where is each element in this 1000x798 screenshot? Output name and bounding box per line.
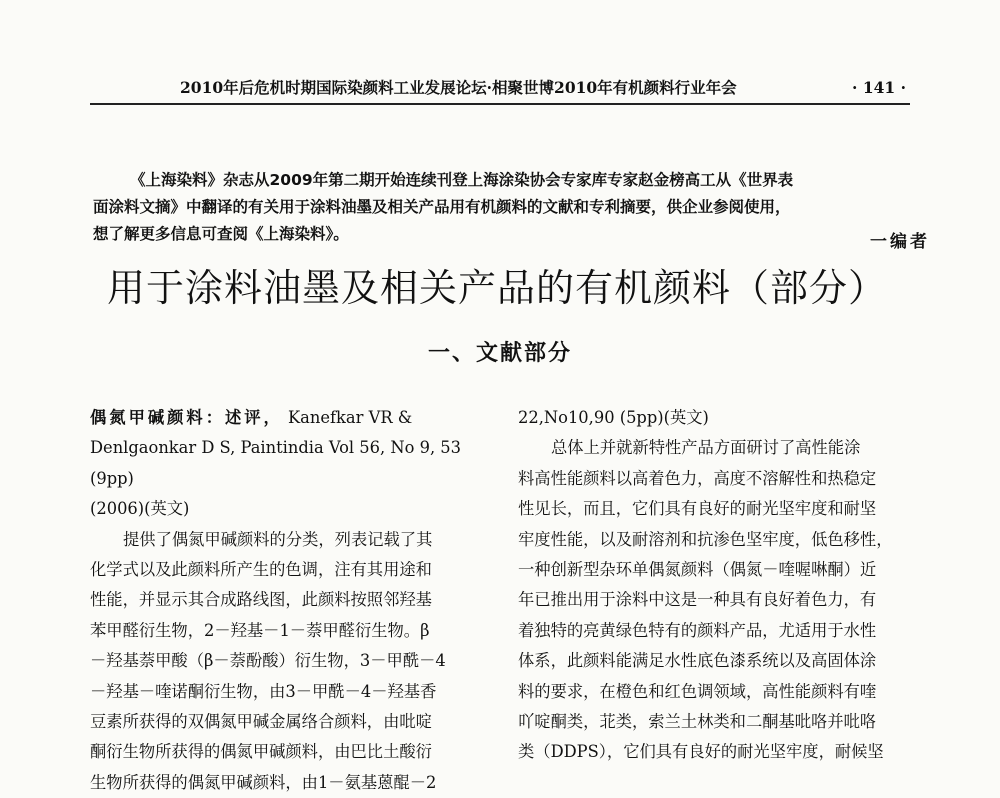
article-title: 用于涂料油墨及相关产品的有机颜料（部分） bbox=[107, 266, 888, 310]
body-line: 性能，并显示其合成路线图，此颜料按照邻羟基 bbox=[90, 590, 432, 610]
body-line: 提供了偶氮甲碱颜料的分类，列表记载了其 bbox=[123, 529, 433, 549]
editor-signature: 一编者 bbox=[870, 232, 930, 252]
header-rule bbox=[90, 103, 910, 105]
body-line: 性见长，而且，它们具有良好的耐光坚牢度和耐坚 bbox=[518, 499, 877, 519]
body-line: 苯甲醛衍生物，2－羟基－1－萘甲醛衍生物。β bbox=[90, 620, 430, 640]
editor-note-line-2: 面涂料文摘》中翻译的有关用于涂料油墨及相关产品用有机颜料的文献和专利摘要，供企业参阅使用， bbox=[93, 198, 791, 216]
body-line: －羟基萘甲酸（β－萘酚酸）衍生物，3－甲酰－4 bbox=[90, 651, 446, 671]
entry-citation: Denlgaonkar D S, Paintindia Vol 56, No 9, 53 (9pp) bbox=[90, 438, 462, 488]
body-line: 总体上并就新特性产品方面研讨了高性能涂 bbox=[551, 438, 861, 458]
entry-label: 偶氮甲碱颜料：述评， bbox=[90, 408, 283, 427]
entry-reference: 22,No10,90 (5pp)(英文) bbox=[518, 408, 709, 427]
running-header bbox=[180, 78, 910, 98]
section-heading: 一、文献部分 bbox=[428, 340, 573, 366]
left-column bbox=[90, 403, 482, 798]
body-line: 生物所获得的偶氮甲碱颜料，由1－氨基蒽醌－2 bbox=[90, 772, 437, 792]
body-line: 料的要求，在橙色和红色调领域，高性能颜料有喹 bbox=[518, 681, 877, 701]
editor-note bbox=[93, 167, 911, 248]
body-line: 化学式以及此颜料所产生的色调，注有其用途和 bbox=[90, 560, 432, 580]
running-title: 2010年后危机时期国际染颜料工业发展论坛·相聚世博2010年有机颜料行业年会 bbox=[180, 78, 737, 97]
right-column bbox=[518, 403, 910, 768]
body-line: 类（DDPS），它们具有良好的耐光坚牢度，耐候坚 bbox=[518, 742, 884, 762]
body-line: 豆素所获得的双偶氮甲碱金属络合颜料，由吡啶 bbox=[90, 712, 432, 732]
body-line: 一种创新型杂环单偶氮颜料（偶氮－喹喔啉酮）近 bbox=[518, 560, 877, 580]
body-line: 着独特的亮黄绿色特有的颜料产品，尤适用于水性 bbox=[518, 620, 877, 640]
body-line: －羟基－喹诺酮衍生物，由3－甲酰－4－羟基香 bbox=[90, 681, 437, 701]
editor-note-line-1: 《上海染料》杂志从2009年第二期开始连续刊登上海涂染协会专家库专家赵金榜高工从《世界表 bbox=[130, 171, 794, 189]
entry-title-line bbox=[90, 403, 482, 433]
page-number: · 141 · bbox=[852, 78, 906, 97]
entry-authors: Kanefkar VR & bbox=[288, 408, 413, 427]
body-line: 料高性能颜料以高着色力，高度不溶解性和热稳定 bbox=[518, 468, 877, 488]
body-line: 体系，此颜料能满足水性底色漆系统以及高固体涂 bbox=[518, 651, 877, 671]
body-line: 牢度性能，以及耐溶剂和抗渗色坚牢度，低色移性， bbox=[518, 529, 893, 549]
body-line: 年已推出用于涂料中这是一种具有良好着色力，有 bbox=[518, 590, 877, 610]
body-line: 酮衍生物所获得的偶氮甲碱颜料，由巴比土酸衍 bbox=[90, 742, 432, 762]
entry-language: (2006)(英文) bbox=[90, 499, 190, 519]
body-line: 吖啶酮类，苝类，索兰土林类和二酮基吡咯并吡咯 bbox=[518, 712, 877, 732]
editor-note-line-3: 想了解更多信息可查阅《上海染料》。 bbox=[93, 225, 349, 243]
